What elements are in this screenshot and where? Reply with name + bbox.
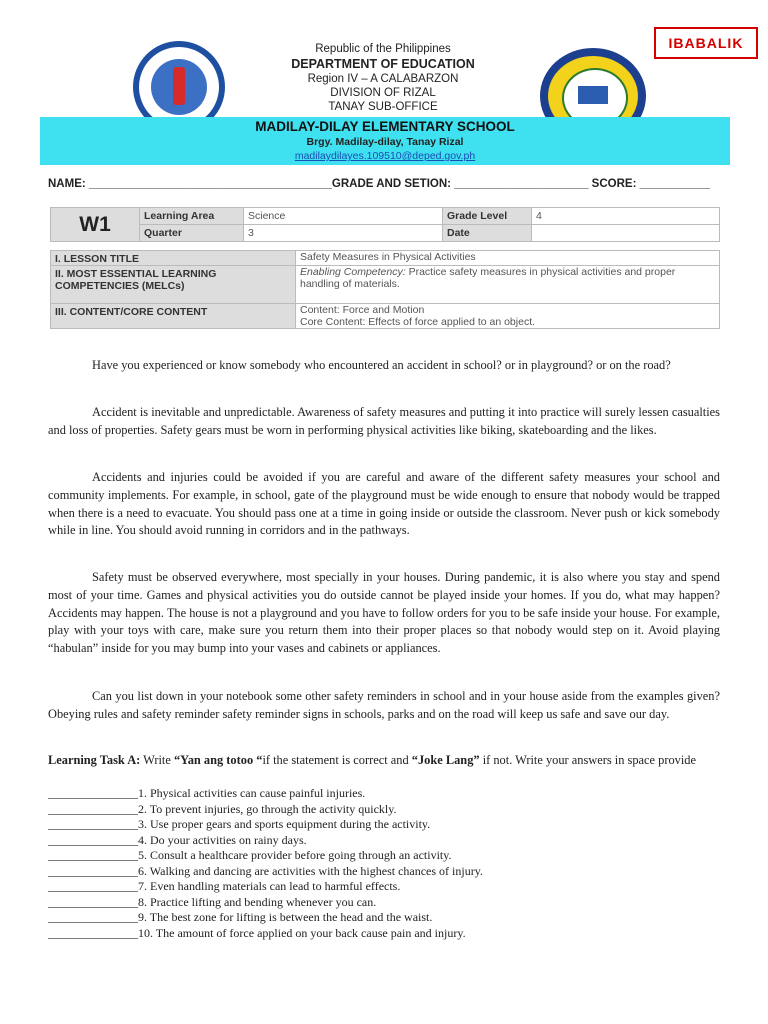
task-item-1: _______________1. Physical activities can cause painful injuries. [48,786,366,800]
republic-text: Republic of the Philippines [315,43,451,55]
quarter-label: Quarter [140,225,244,242]
task-end: if not. Write your answers in space provide [479,753,696,767]
task-mid: if the statement is correct and [262,753,412,767]
division-text: DIVISION OF RIZAL [330,87,436,99]
melc-text: Practice safety measures in physical activities and proper handling of materials. [300,266,676,290]
lesson-table [50,250,720,329]
task-label: Learning Task A: [48,753,141,767]
suboffice-text: TANAY SUB-OFFICE [328,101,438,113]
school-name: MADILAY-DILAY ELEMENTARY SCHOOL [255,119,515,134]
task-item-7: _______________7. Even handling materials can lead to harmful effects. [48,879,401,893]
melc-label: II. MOST ESSENTIAL LEARNING COMPETENCIES (MELCs) [51,266,296,304]
melc-value [296,266,720,304]
paragraph-3: Accidents and injuries could be avoided if you are careful and aware of the different safety measures your school and community implements. For example, in school, gate of the playground must be wide enough to ensure that nobody would be trapped when there is a need to evacuate. You should pass one at a time in going inside or outside the classroom. Never push or kick somebody while in line. You should avoid running in corridors and in the pathways. [48,470,720,538]
school-address: Brgy. Madilay-dilay, Tanay Rizal [306,136,464,148]
content-value [296,304,720,329]
task-write: Write [140,753,174,767]
content-label: III. CONTENT/CORE CONTENT [51,304,296,329]
paragraph-1: Have you experienced or know somebody who encountered an accident in school? or in playground? or on the road? [92,358,671,372]
task-correct-answer: “Yan ang totoo “ [173,753,263,767]
paragraph-2: Accident is inevitable and unpredictable. Awareness of safety measures and putting it into practice will surely lessen casualties and loss of properties. Safety gears must be worn in performing physical activities like biking, skateboarding and the likes. [48,405,720,437]
paragraph-5: Can you list down in your notebook some other safety reminders in school and in your house aside from the examples given? Obeying rules and safety reminder safety reminder signs in schools, parks and on the road will keep us safe and save our day. [48,689,720,721]
learning-area-value: Science [244,208,443,225]
task-item-9: _______________9. The best zone for lifting is between the head and the waist. [48,910,433,924]
lesson-title-value: Safety Measures in Physical Activities [296,251,720,266]
paragraph-4: Safety must be observed everywhere, most specially in your houses. During pandemic, it is also where you stay and spend most of your time. Games and physical activities you do outside cannot be played inside your homes. If you do, what may happen? Accidents may happen. The house is not a playground and you have to follow orders for you to be safe inside your house. For example, play with your toys with care, make sure you return them into their proper places so that nobody would step on it. Avoid playing “habulan” inside for you may bump into your vases and cabinets or appliances. [48,570,720,656]
school-email-link[interactable]: madilaydilayes.109510@deped.gov.ph [294,150,476,162]
week-label: W1 [51,208,140,242]
task-item-list [48,786,728,941]
melc-prefix: Enabling Competency: [300,266,406,278]
return-button[interactable]: IBABALIK [654,27,758,59]
date-field[interactable] [532,225,720,242]
info-table [50,207,720,242]
learning-area-label: Learning Area [140,208,244,225]
date-label: Date [443,225,532,242]
task-item-2: _______________2. To prevent injuries, go through the activity quickly. [48,801,397,816]
task-item-10: _______________10. The amount of force applied on your back cause pain and injury. [48,925,466,940]
core-content-text: Core Content: Effects of force applied to an object. [300,316,536,328]
name-grade-score-line: NAME: ______________________________________GRADE AND SETION: _____________________ SCORE: ___________ [48,178,710,190]
grade-level-value: 4 [532,208,720,225]
quarter-value: 3 [244,225,443,242]
department-text: DEPARTMENT OF EDUCATION [291,57,475,71]
content-text: Content: Force and Motion [300,304,425,316]
task-item-4: _______________4. Do your activities on rainy days. [48,832,307,847]
region-text: Region IV – A CALABARZON [307,73,459,85]
learning-task-instructions [48,753,728,769]
task-item-3: _______________3. Use proper gears and sports equipment during the activity. [48,817,431,831]
grade-level-label: Grade Level [443,208,532,225]
task-incorrect-answer: “Joke Lang” [411,753,480,767]
lesson-title-label: I. LESSON TITLE [51,251,296,266]
task-item-6: _______________6. Walking and dancing are activities with the highest chances of injury. [48,863,483,878]
task-item-5: _______________5. Consult a healthcare provider before going through an activity. [48,848,452,862]
task-item-8: _______________8. Practice lifting and bending whenever you can. [48,894,377,909]
